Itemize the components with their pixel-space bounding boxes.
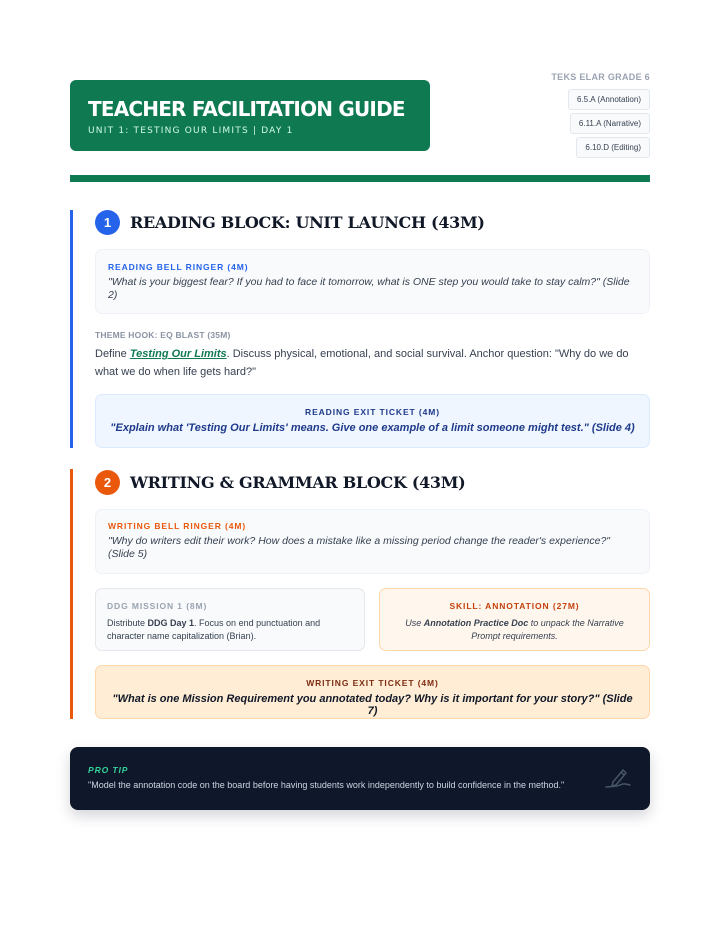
- annotation-practice-doc: Annotation Practice Doc: [423, 618, 529, 628]
- theme-hook-term: Testing Our Limits: [129, 348, 227, 360]
- ddg-mission-text-post: . Focus on end punctuation and character name capitalization (Brian).: [107, 618, 321, 641]
- theme-hook-text-after: . Discuss physical, emotional, and social survival. Anchor question: "Why do we do what we do when life gets hard?": [95, 348, 629, 378]
- ddg-mission-text-pre: Distribute: [107, 618, 148, 628]
- page-subtitle: UNIT 1: TESTING OUR LIMITS | DAY 1: [88, 126, 294, 136]
- writing-block: [70, 469, 650, 719]
- reading-exit-ticket-quote: "Explain what 'Testing Our Limits' means. Give one example of a limit someone might test." (Slide 4): [110, 422, 635, 434]
- writing-block-title: WRITING & GRAMMAR BLOCK (43M): [130, 473, 466, 492]
- writing-bell-ringer: [95, 509, 650, 574]
- teks-chip-editing: 6.10.D (Editing): [576, 137, 650, 158]
- teks-standards: [450, 72, 650, 161]
- theme-hook-text-before: Define: [95, 348, 130, 360]
- skill-annotation-text: [391, 617, 638, 643]
- signature-pen-icon: [604, 765, 632, 791]
- reading-exit-ticket: [95, 394, 650, 448]
- teks-chip-narrative: 6.11.A (Narrative): [570, 113, 650, 134]
- skill-annotation-card: [379, 588, 650, 651]
- writing-accent-bar: [70, 469, 73, 719]
- reading-number-badge: 1: [95, 210, 120, 235]
- theme-hook-label: THEME HOOK: EQ BLAST (35M): [95, 330, 231, 340]
- writing-exit-ticket: [95, 665, 650, 719]
- reading-bell-ringer-quote: "What is your biggest fear? If you had to face it tomorrow, what is ONE step you would take to stay calm?" (Slide 2): [108, 276, 630, 301]
- reading-block: [70, 210, 650, 448]
- skill-annotation-text-post: to unpack the Narrative Prompt requirements.: [471, 618, 624, 641]
- teks-label: TEKS ELAR GRADE 6: [551, 72, 650, 82]
- reading-bell-ringer: [95, 249, 650, 314]
- reading-block-title: READING BLOCK: UNIT LAUNCH (43M): [130, 213, 485, 232]
- reading-accent-bar: [70, 210, 73, 448]
- ddg-mission-text: [107, 617, 353, 643]
- writing-bell-ringer-quote: "Why do writers edit their work? How does a mistake like a missing period change the reader's experience?" (Slide 5): [108, 535, 611, 560]
- writing-number-badge: 2: [95, 470, 120, 495]
- writing-bell-ringer-label: WRITING BELL RINGER (4M): [108, 521, 247, 531]
- pro-tip-card: [70, 747, 650, 810]
- skill-annotation-text-pre: Use: [405, 618, 424, 628]
- reading-exit-ticket-label: READING EXIT TICKET (4M): [305, 407, 440, 417]
- teks-chip-annotation: 6.5.A (Annotation): [568, 89, 650, 110]
- writing-exit-ticket-quote: "What is one Mission Requirement you annotated today? Why is it important for your story?" (Slide 7): [112, 693, 633, 717]
- page-title: TEACHER FACILITATION GUIDE: [88, 97, 405, 121]
- writing-exit-ticket-label: WRITING EXIT TICKET (4M): [306, 678, 439, 688]
- guide-header: [70, 80, 430, 151]
- ddg-mission-label: DDG MISSION 1 (8M): [107, 601, 208, 611]
- ddg-mission-doc: DDG Day 1: [147, 618, 195, 628]
- skill-annotation-label: SKILL: ANNOTATION (27M): [449, 601, 580, 611]
- reading-bell-ringer-label: READING BELL RINGER (4M): [108, 262, 249, 272]
- theme-hook-text: [95, 345, 650, 381]
- header-divider: [70, 175, 650, 182]
- ddg-mission-card: [95, 588, 365, 651]
- pro-tip-text: "Model the annotation code on the board before having students work independently to build confidence in the method.": [88, 780, 565, 790]
- pro-tip-label: PRO TIP: [88, 765, 129, 775]
